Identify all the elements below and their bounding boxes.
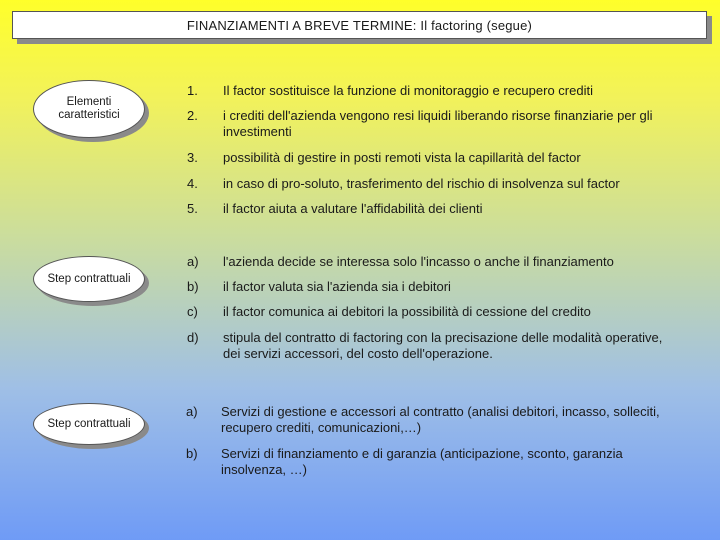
list-marker: a) [186, 404, 198, 419]
list-marker: a) [187, 254, 199, 269]
list-text: stipula del contratto di factoring con la precisazione delle modalità operative, dei servizi accessori, del costo dell'operazione. [223, 330, 663, 361]
slide-title-text: FINANZIAMENTI A BREVE TERMINE: Il factoring (segue) [186, 17, 533, 33]
list-marker: 1. [187, 83, 198, 98]
list-marker: b) [187, 279, 199, 294]
label-step-contrattuali-1: Step contrattuali [33, 256, 145, 302]
list-marker: 3. [187, 150, 198, 165]
list-marker: b) [186, 446, 198, 461]
list-marker: 2. [187, 108, 198, 123]
list-text: Il factor sostituisce la funzione di monitoraggio e recupero crediti [223, 83, 593, 98]
list-text: Servizi di gestione e accessori al contratto (analisi debitori, incasso, solleciti, recupero crediti, comunicazioni,…) [221, 404, 660, 435]
list-marker: c) [187, 304, 198, 319]
list-text: il factor valuta sia l'azienda sia i debitori [223, 279, 451, 294]
list-text: possibilità di gestire in posti remoti vista la capillarità del factor [223, 150, 581, 165]
list-text: in caso di pro-soluto, trasferimento del rischio di insolvenza sul factor [223, 176, 620, 191]
list-text: i crediti dell'azienda vengono resi liquidi liberando risorse finanziarie per gli investimenti [223, 108, 653, 139]
list-marker: 4. [187, 176, 198, 191]
label-elementi-caratteristici: Elementi caratteristici [33, 80, 145, 138]
list-marker: 5. [187, 201, 198, 216]
list-text: l'azienda decide se interessa solo l'incasso o anche il finanziamento [223, 254, 614, 269]
label-step-contrattuali-2: Step contrattuali [33, 403, 145, 445]
list-marker: d) [187, 330, 199, 345]
list-text: il factor comunica ai debitori la possibilità di cessione del credito [223, 304, 591, 319]
list-text: il factor aiuta a valutare l'affidabilità dei clienti [223, 201, 483, 216]
slide-title [12, 11, 707, 39]
list-text: Servizi di finanziamento e di garanzia (anticipazione, sconto, garanzia insolvenza, …) [221, 446, 623, 477]
